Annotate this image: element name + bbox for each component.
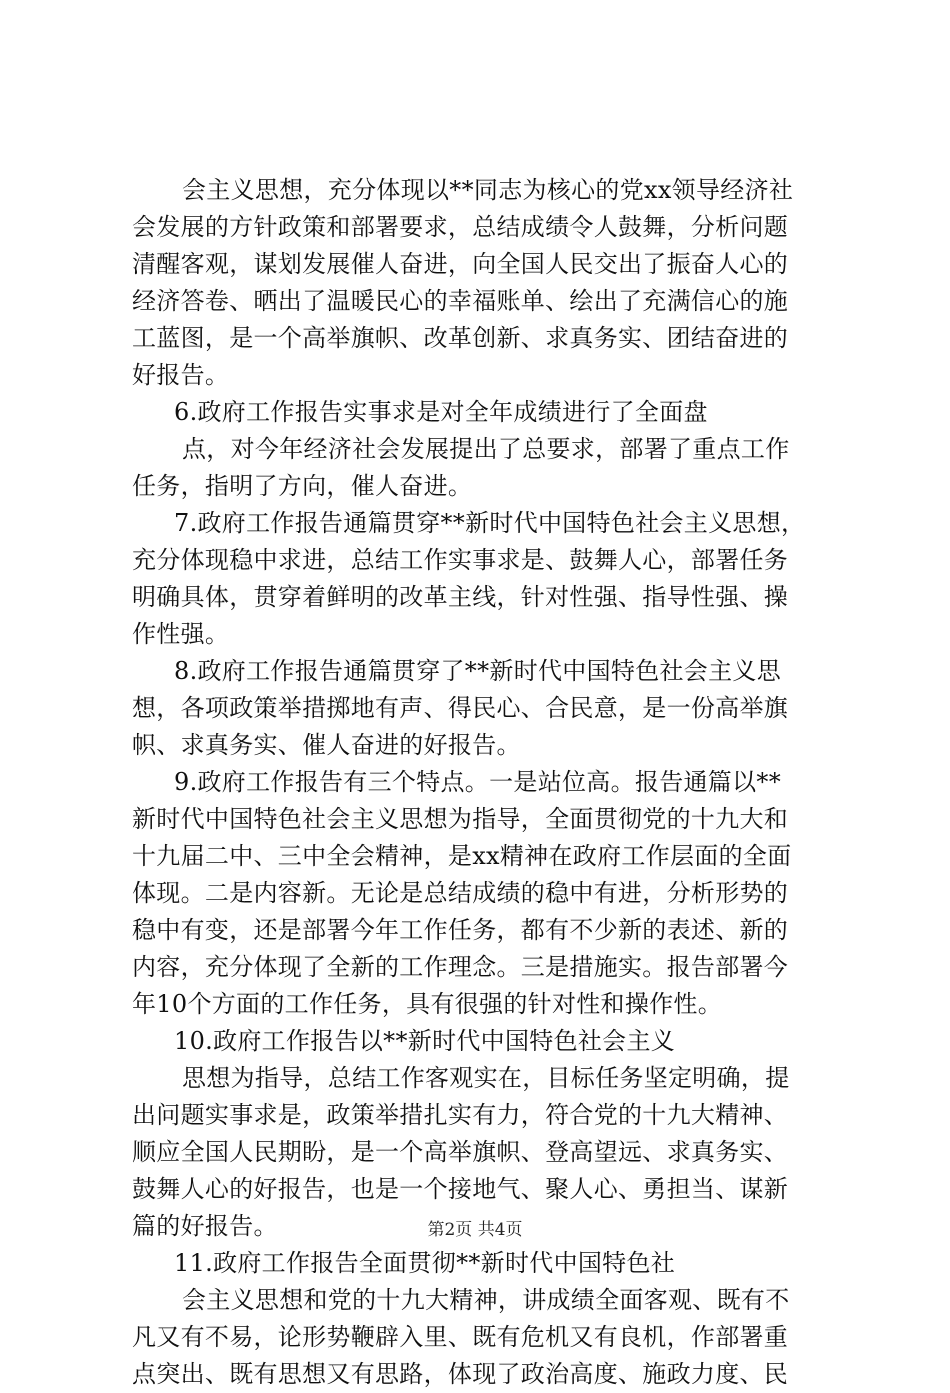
text-line: 顺应全国人民期盼，是一个高举旗帜、登高望远、求真务实、 [132, 1138, 789, 1166]
text-line: 想，各项政策举措掷地有声、得民心、合民意，是一份高举旗 [132, 694, 789, 722]
text-line: 点突出、既有思想又有思路，体现了政治高度、施政力度、民 [132, 1360, 789, 1388]
list-item-heading: 9.政府工作报告有三个特点。一是站位高。报告通篇以** [174, 768, 781, 796]
text-line: 新时代中国特色社会主义思想为指导，全面贯彻党的十九大和 [132, 805, 789, 833]
text-line: 鼓舞人心的好报告，也是一个接地气、聚人心、勇担当、谋新 [132, 1175, 789, 1203]
list-item-heading: 8.政府工作报告通篇贯穿了**新时代中国特色社会主义思 [174, 657, 781, 685]
text-line: 年10个方面的工作任务，具有很强的针对性和操作性。 [132, 990, 723, 1018]
text-line: 会主义思想，充分体现以**同志为核心的党xx领导经济社 [182, 176, 794, 204]
text-line: 任务，指明了方向，催人奋进。 [132, 472, 473, 500]
text-line: 好报告。 [132, 361, 230, 389]
text-line: 稳中有变，还是部署今年工作任务，都有不少新的表述、新的 [132, 916, 789, 944]
text-line: 内容，充分体现了全新的工作理念。三是措施实。报告部署今 [132, 953, 789, 981]
list-item-heading: 11.政府工作报告全面贯彻**新时代中国特色社 [174, 1249, 676, 1277]
text-line: 清醒客观，谋划发展催人奋进，向全国人民交出了振奋人心的 [132, 250, 789, 278]
document-body [132, 172, 832, 1393]
text-line: 充分体现稳中求进，总结工作实事求是、鼓舞人心，部署任务 [132, 546, 789, 574]
text-line: 经济答卷、晒出了温暖民心的幸福账单、绘出了充满信心的施 [132, 287, 789, 315]
text-line: 会发展的方针政策和部署要求，总结成绩令人鼓舞，分析问题 [132, 213, 789, 241]
text-line: 篇的好报告。 [132, 1212, 278, 1240]
text-line: 出问题实事求是，政策举措扎实有力，符合党的十九大精神、 [132, 1101, 789, 1129]
list-item-heading: 6.政府工作报告实事求是对全年成绩进行了全面盘 [174, 398, 708, 426]
text-line: 作性强。 [132, 620, 230, 648]
text-line: 点，对今年经济社会发展提出了总要求，部署了重点工作 [182, 435, 790, 463]
text-line: 帜、求真务实、催人奋进的好报告。 [132, 731, 521, 759]
text-line: 明确具体，贯穿着鲜明的改革主线，针对性强、指导性强、操 [132, 583, 789, 611]
text-line: 凡又有不易，论形势鞭辟入里、既有危机又有良机，作部署重 [132, 1323, 789, 1351]
page-number-footer: 第2页 共4页 [427, 1220, 523, 1240]
text-line: 体现。二是内容新。无论是总结成绩的稳中有进，分析形势的 [132, 879, 789, 907]
list-item-heading: 7.政府工作报告通篇贯穿**新时代中国特色社会主义思想， [174, 509, 806, 537]
text-line: 会主义思想和党的十九大精神，讲成绩全面客观、既有不 [182, 1286, 790, 1314]
text-line: 工蓝图，是一个高举旗帜、改革创新、求真务实、团结奋进的 [132, 324, 789, 352]
text-line: 思想为指导，总结工作客观实在，目标任务坚定明确，提 [182, 1064, 790, 1092]
list-item-heading: 10.政府工作报告以**新时代中国特色社会主义 [174, 1027, 676, 1055]
text-line: 十九届二中、三中全会精神，是xx精神在政府工作层面的全面 [132, 842, 792, 870]
